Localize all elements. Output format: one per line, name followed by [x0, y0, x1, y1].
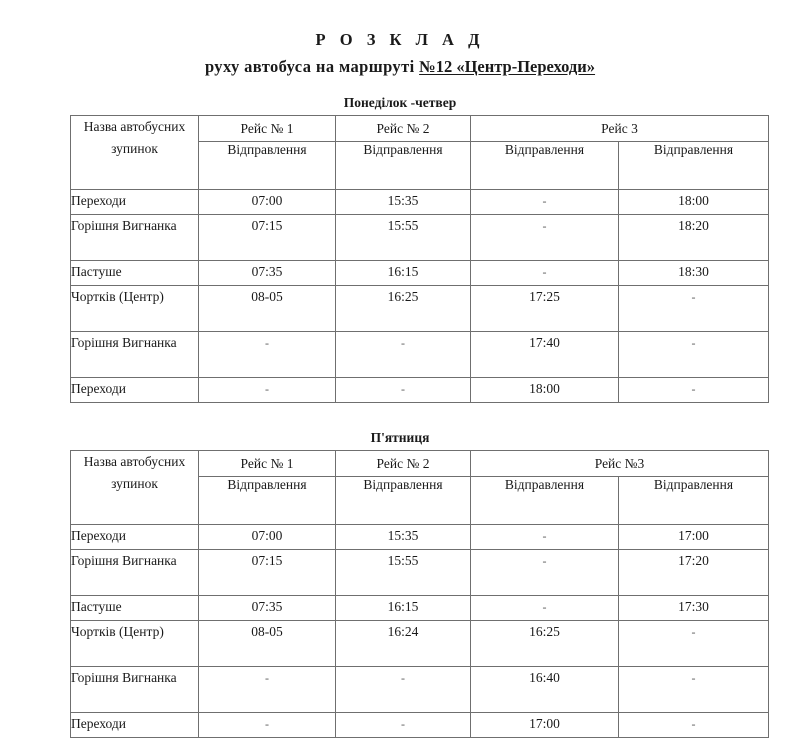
empty-value-dash: - [691, 290, 696, 305]
table-row [71, 525, 769, 550]
departure-time-cell: 16:15 [336, 261, 471, 286]
empty-value-dash: - [265, 382, 269, 397]
stop-name-cell: Горішня Вигнанка [71, 215, 199, 261]
column-header-departure-1: Відправлення [199, 477, 336, 525]
empty-value-dash: - [542, 554, 547, 569]
departure-time-cell [471, 190, 619, 215]
departure-time-cell: 07:00 [199, 525, 336, 550]
stop-name-cell: Переходи [71, 378, 199, 403]
table-row [71, 261, 769, 286]
table-row [71, 621, 769, 667]
departure-time-cell [471, 215, 619, 261]
departure-time-cell: 18:00 [619, 190, 769, 215]
column-header-departure-2: Відправлення [336, 477, 471, 525]
table-row [71, 286, 769, 332]
empty-value-dash: - [265, 717, 269, 732]
column-header-departure-4: Відправлення [619, 477, 769, 525]
departure-time-cell: 17:00 [471, 713, 619, 738]
column-header-trip-2: Рейс № 2 [336, 451, 471, 477]
departure-time-cell: 17:30 [619, 596, 769, 621]
departure-time-cell: 17:40 [471, 332, 619, 378]
stop-name-cell: Пастуше [71, 596, 199, 621]
departure-time-cell [619, 286, 769, 332]
departure-time-cell: 16:25 [471, 621, 619, 667]
column-header-stops: Назва автобусних зупинок [71, 116, 199, 190]
document-title-block [0, 0, 800, 77]
stop-name-cell: Чортків (Центр) [71, 286, 199, 332]
departure-time-cell [619, 621, 769, 667]
column-header-trip-1: Рейс № 1 [199, 116, 336, 142]
departure-time-cell [471, 525, 619, 550]
table-header [71, 451, 769, 525]
table-row [71, 378, 769, 403]
column-header-trip-3: Рейс 3 [471, 116, 769, 142]
schedule-table-weekdays [70, 115, 769, 403]
departure-time-cell [619, 713, 769, 738]
departure-time-cell [199, 378, 336, 403]
departure-time-cell: 18:30 [619, 261, 769, 286]
departure-time-cell [336, 332, 471, 378]
empty-value-dash: - [542, 529, 547, 544]
departure-time-cell: 15:55 [336, 550, 471, 596]
departure-time-cell: 17:00 [619, 525, 769, 550]
departure-time-cell: 17:25 [471, 286, 619, 332]
departure-time-cell: 08-05 [199, 621, 336, 667]
departure-time-cell: 15:35 [336, 525, 471, 550]
stop-name-cell: Переходи [71, 525, 199, 550]
empty-value-dash: - [265, 336, 269, 351]
table-header-row-trips [71, 451, 769, 477]
schedule-section-friday [0, 430, 800, 738]
table-row [71, 596, 769, 621]
stop-name-cell: Пастуше [71, 261, 199, 286]
column-header-trip-2: Рейс № 2 [336, 116, 471, 142]
departure-time-cell: 18:20 [619, 215, 769, 261]
departure-time-cell: 17:20 [619, 550, 769, 596]
empty-value-dash: - [401, 671, 405, 686]
empty-value-dash: - [691, 382, 696, 397]
departure-time-cell [199, 713, 336, 738]
departure-time-cell [471, 550, 619, 596]
column-header-stops: Назва автобусних зупинок [71, 451, 199, 525]
schedule-table-friday [70, 450, 769, 738]
empty-value-dash: - [542, 194, 547, 209]
departure-time-cell: 16:15 [336, 596, 471, 621]
departure-time-cell [471, 261, 619, 286]
departure-time-cell: 07:35 [199, 261, 336, 286]
departure-time-cell [619, 667, 769, 713]
departure-time-cell [471, 596, 619, 621]
table-row [71, 215, 769, 261]
empty-value-dash: - [691, 717, 696, 732]
departure-time-cell [199, 332, 336, 378]
departure-time-cell: 15:35 [336, 190, 471, 215]
departure-time-cell [336, 713, 471, 738]
stop-name-cell: Горішня Вигнанка [71, 667, 199, 713]
departure-time-cell: 07:15 [199, 550, 336, 596]
table-row [71, 713, 769, 738]
departure-time-cell [336, 378, 471, 403]
departure-time-cell [619, 378, 769, 403]
stop-name-cell: Переходи [71, 190, 199, 215]
empty-value-dash: - [542, 219, 547, 234]
column-header-departure-1: Відправлення [199, 142, 336, 190]
schedule-section-weekdays [0, 95, 800, 403]
section-caption: П'ятниця [370, 430, 430, 446]
empty-value-dash: - [542, 600, 547, 615]
empty-value-dash: - [265, 671, 269, 686]
column-header-trip-1: Рейс № 1 [199, 451, 336, 477]
column-header-departure-3: Відправлення [471, 477, 619, 525]
stop-name-cell: Переходи [71, 713, 199, 738]
departure-time-cell: 07:15 [199, 215, 336, 261]
table-row [71, 332, 769, 378]
departure-time-cell [199, 667, 336, 713]
table-body [71, 525, 769, 738]
document-subtitle [0, 57, 800, 78]
table-row [71, 190, 769, 215]
table-header-row-trips [71, 116, 769, 142]
empty-value-dash: - [401, 336, 405, 351]
departure-time-cell [619, 332, 769, 378]
route-name: №12 «Центр-Переходи» [419, 56, 596, 76]
departure-time-cell [336, 667, 471, 713]
departure-time-cell: 15:55 [336, 215, 471, 261]
document-heading: Р О З К Л А Д [315, 30, 485, 49]
table-body [71, 190, 769, 403]
empty-value-dash: - [542, 265, 547, 280]
empty-value-dash: - [691, 336, 696, 351]
stop-name-cell: Горішня Вигнанка [71, 550, 199, 596]
departure-time-cell: 16:25 [336, 286, 471, 332]
departure-time-cell: 08-05 [199, 286, 336, 332]
departure-time-cell: 18:00 [471, 378, 619, 403]
departure-time-cell: 07:35 [199, 596, 336, 621]
stop-name-cell: Чортків (Центр) [71, 621, 199, 667]
column-header-departure-2: Відправлення [336, 142, 471, 190]
subtitle-prefix: руху автобуса на маршруті [204, 56, 420, 76]
table-header [71, 116, 769, 190]
empty-value-dash: - [401, 717, 405, 732]
departure-time-cell: 16:24 [336, 621, 471, 667]
empty-value-dash: - [691, 625, 696, 640]
departure-time-cell: 07:00 [199, 190, 336, 215]
column-header-departure-4: Відправлення [619, 142, 769, 190]
stop-name-cell: Горішня Вигнанка [71, 332, 199, 378]
table-row [71, 667, 769, 713]
departure-time-cell: 16:40 [471, 667, 619, 713]
column-header-trip-3: Рейс №3 [471, 451, 769, 477]
empty-value-dash: - [401, 382, 405, 397]
section-caption: Понеділок -четвер [343, 95, 457, 111]
empty-value-dash: - [691, 671, 696, 686]
table-row [71, 550, 769, 596]
column-header-departure-3: Відправлення [471, 142, 619, 190]
